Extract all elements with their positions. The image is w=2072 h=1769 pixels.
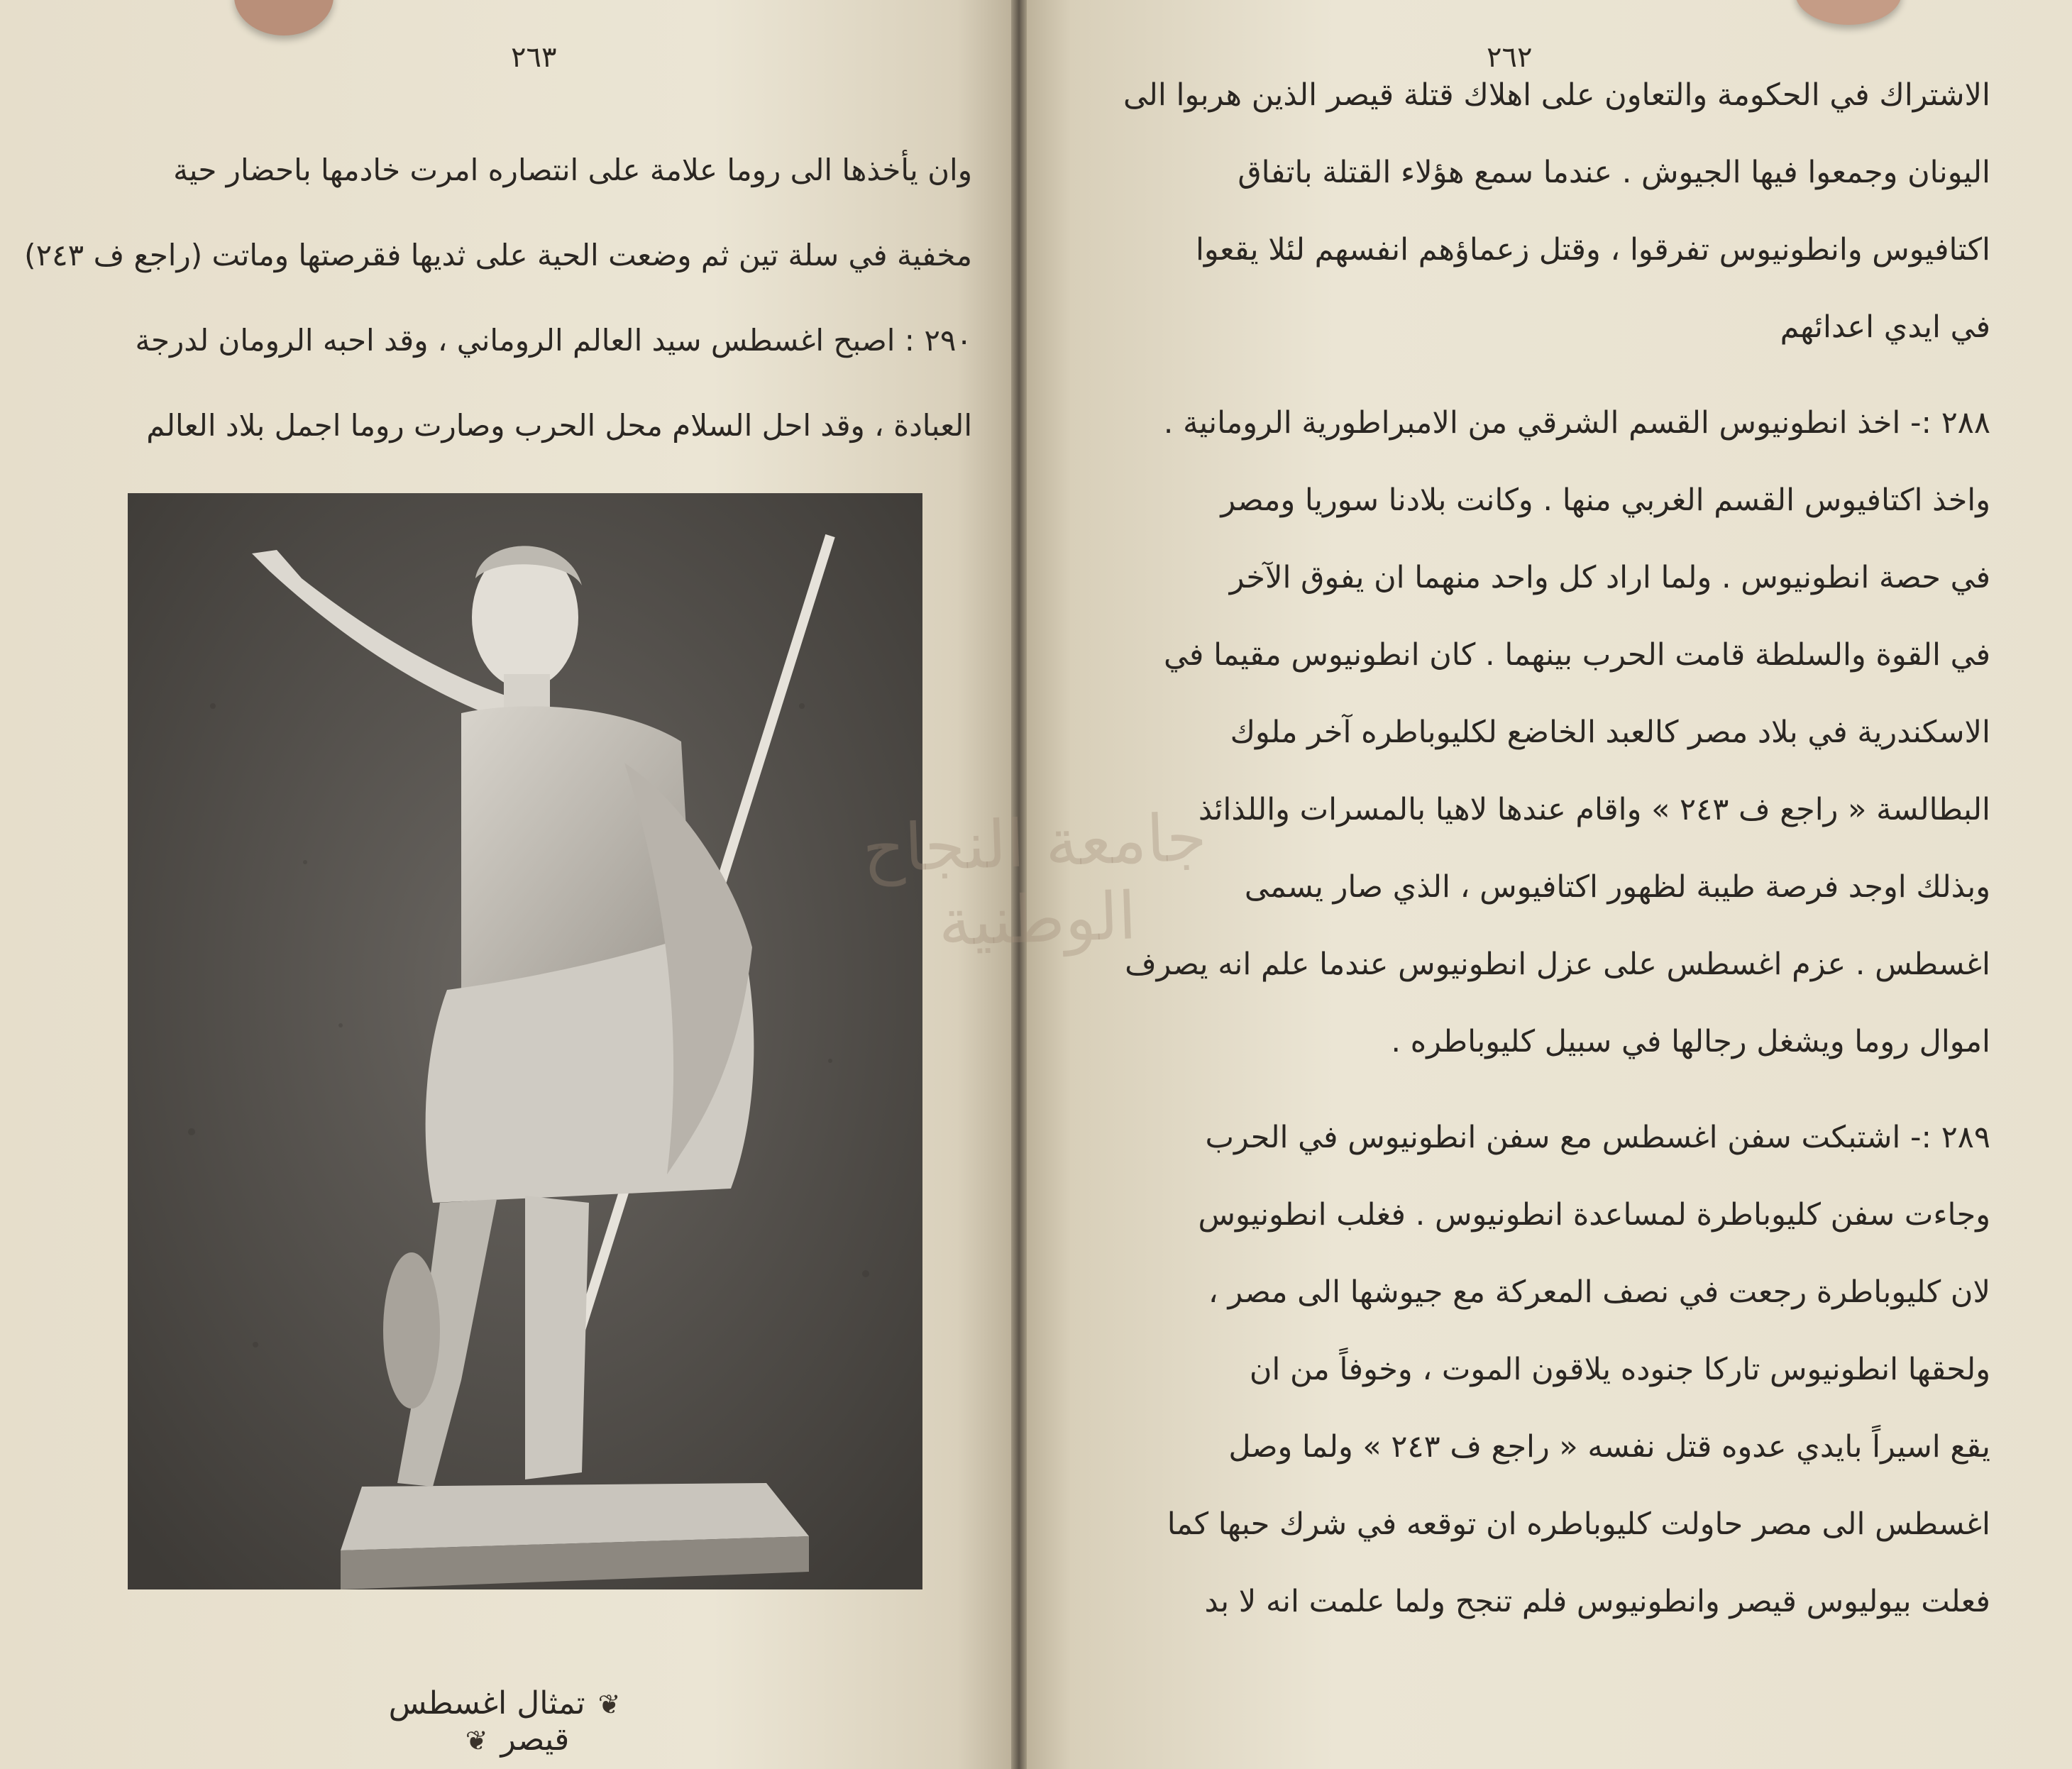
text-line: وان يأخذها الى روما علامة على انتصاره امرت خادمها باحضار حية bbox=[173, 153, 972, 187]
text-line: اليونان وجمعوا فيها الجيوش . عندما سمع هؤلاء القتلة باتفاق bbox=[1238, 155, 1990, 190]
text-line: وبذلك اوجد فرصة طيبة لظهور اكتافيوس ، الذي صار يسمى bbox=[1244, 869, 1990, 905]
caption-text: تمثال اغسطس قيصر bbox=[388, 1685, 585, 1758]
text-line: في ايدي اعدائهم bbox=[1780, 309, 1990, 345]
ornament-icon: ❦ bbox=[465, 1725, 488, 1756]
text-line: ولحقها انطونيوس تاركا جنوده يلاقون الموت ، وخوفاً من ان bbox=[1249, 1352, 1990, 1387]
text-line: اموال روما ويشغل رجالها في سبيل كليوباطره . bbox=[1391, 1024, 1990, 1059]
text-line: ٢٨٨ :- اخذ انطونيوس القسم الشرقي من الامبراطورية الرومانية . bbox=[1163, 405, 1990, 441]
text-line: فعلت بيوليوس قيصر وانطونيوس فلم تنجح ولما علمت انه لا بد bbox=[1204, 1584, 1990, 1619]
text-line: ٢٨٩ :- اشتبكت سفن اغسطس مع سفن انطونيوس في الحرب bbox=[1205, 1120, 1990, 1155]
text-line: وجاءت سفن كليوباطرة لمساعدة انطونيوس . فغلب انطونيوس bbox=[1198, 1197, 1990, 1233]
text-line: اكتافيوس وانطونيوس تفرقوا ، وقتل زعماؤهم انفسهم لئلا يقعوا bbox=[1195, 232, 1990, 268]
watermark: جامعة النجاح الوطنية bbox=[861, 799, 1208, 961]
page-number: ٢٦٢ bbox=[1487, 41, 1533, 74]
text-line: مخفية في سلة تين ثم وضعت الحية على ثديها فقرصتها وماتت (راجع ف ٢٤٣) bbox=[24, 238, 972, 272]
text-line: لان كليوباطرة رجعت في نصف المعركة مع جيوشها الى مصر ، bbox=[1208, 1274, 1990, 1310]
text-line: في القوة والسلطة قامت الحرب بينهما . كان انطونيوس مقيما في bbox=[1164, 637, 1990, 673]
text-line: واخذ اكتافيوس القسم الغربي منها . وكانت بلادنا سوريا ومصر bbox=[1220, 483, 1990, 518]
text-line: البطالسة « راجع ف ٢٤٣ » واقام عندها لاهيا بالمسرات واللذائذ bbox=[1198, 792, 1990, 827]
text-line: في حصة انطونيوس . ولما اراد كل واحد منهما ان يفوق الآخر bbox=[1229, 560, 1990, 595]
text-line: ٢٩٠ : اصبح اغسطس سيد العالم الروماني ، وقد احبه الرومان لدرجة bbox=[135, 323, 972, 358]
left-page-text bbox=[24, 128, 972, 468]
augustus-statue-photo bbox=[128, 493, 922, 1589]
text-line: العبادة ، وقد احل السلام محل الحرب وصارت روما اجمل بلاد العالم bbox=[146, 408, 972, 443]
text-line: اغسطس . عزم اغسطس على عزل انطونيوس عندما علم انه يصرف bbox=[1125, 947, 1990, 982]
photo-caption bbox=[341, 1685, 681, 1758]
page-number: ٢٦٣ bbox=[511, 41, 557, 74]
text-line: الاشتراك في الحكومة والتعاون على اهلاك قتلة قيصر الذين هربوا الى bbox=[1123, 77, 1990, 113]
text-line: الاسكندرية في بلاد مصر كالعبد الخاضع لكليوباطره آخر ملوك bbox=[1230, 715, 1990, 750]
text-line: اغسطس الى مصر حاولت كليوباطره ان توقعه في شرك حبها كما bbox=[1167, 1506, 1990, 1542]
ornament-icon: ❦ bbox=[597, 1689, 621, 1720]
text-line: يقع اسيراً بايدي عدوه قتل نفسه « راجع ف ٢٤٣ » ولما وصل bbox=[1228, 1429, 1990, 1465]
